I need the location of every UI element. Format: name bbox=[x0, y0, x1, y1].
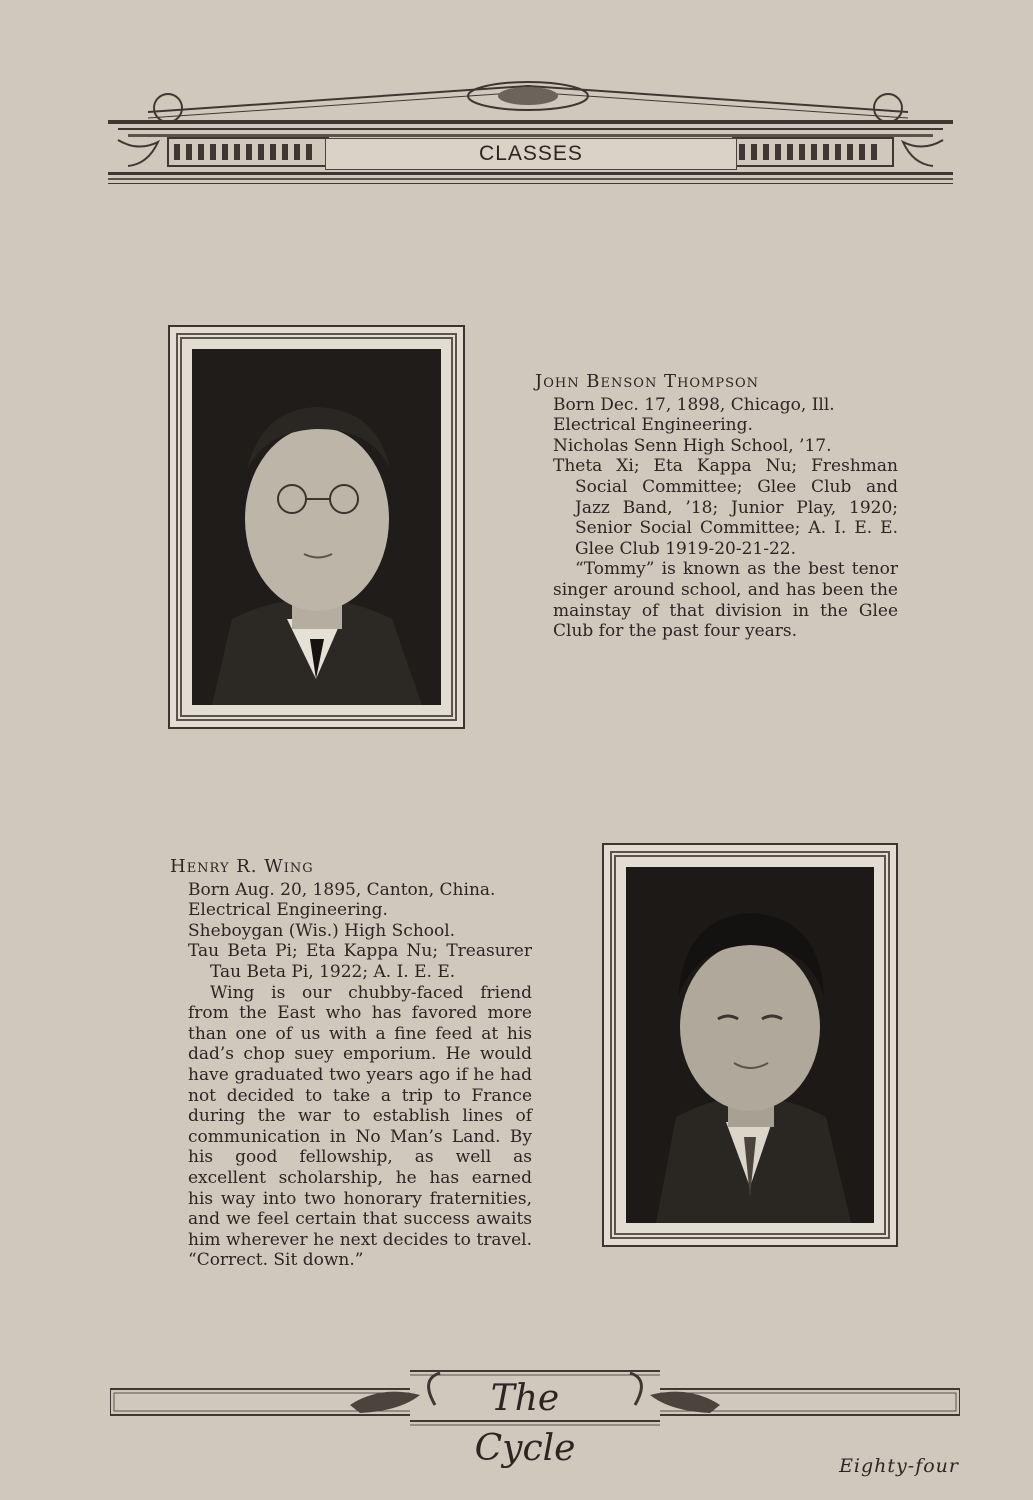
profile-activities: Theta Xi; Eta Kappa Nu; Freshman Social Committee; Glee Club and Jazz Band, ’18; Junior Play, 1920; Senior Social Committee; A. I. E. E. Glee Club 1919-20-21-22. bbox=[553, 456, 898, 559]
profile-description: “Tommy” is known as the best tenor singer around school, and has been the mainstay of that division in the Glee Club for the past four years. bbox=[553, 559, 898, 642]
profile-description: Wing is our chubby-faced friend from the East who has favored more than one of us with a fine feed at his dad’s chop suey emporium. He would have graduated two years ago if he had not decided to take a trip to France during the war to establish lines of communication in No Man’s Land. By his good fellowship, as well as excellent scholarship, he has earned his way into two honorary fraternities, and we feel certain that success awaits him wherever he next decides to travel. “Correct. Sit down.” bbox=[188, 982, 532, 1271]
page-number: Eighty-four bbox=[839, 1455, 959, 1477]
profile-school: Nicholas Senn High School, ’17. bbox=[553, 435, 832, 456]
portrait-photo bbox=[626, 867, 874, 1223]
profile-born: Born Dec. 17, 1898, Chicago, Ill. bbox=[553, 394, 835, 415]
section-title: CLASSES bbox=[325, 138, 737, 170]
profile-bio bbox=[535, 372, 898, 642]
profile-school: Sheboygan (Wis.) High School. bbox=[188, 920, 456, 941]
portrait-frame bbox=[602, 843, 898, 1247]
profile-bio bbox=[170, 857, 532, 1271]
publication-title: The Cycle bbox=[474, 1378, 576, 1469]
portrait-frame bbox=[168, 325, 465, 729]
profile-course: Electrical Engineering. bbox=[188, 900, 388, 921]
profile-born: Born Aug. 20, 1895, Canton, China. bbox=[188, 879, 496, 900]
portrait-photo bbox=[192, 349, 441, 705]
profile-name: Henry R. Wing bbox=[170, 856, 314, 877]
profile-course: Electrical Engineering. bbox=[553, 415, 753, 436]
profile-name: John Benson Thompson bbox=[535, 371, 760, 392]
header-banner bbox=[108, 80, 953, 190]
header-ornament bbox=[108, 80, 953, 190]
profile-activities: Tau Beta Pi; Eta Kappa Nu; Treasurer Tau Beta Pi, 1922; A. I. E. E. bbox=[188, 941, 532, 982]
